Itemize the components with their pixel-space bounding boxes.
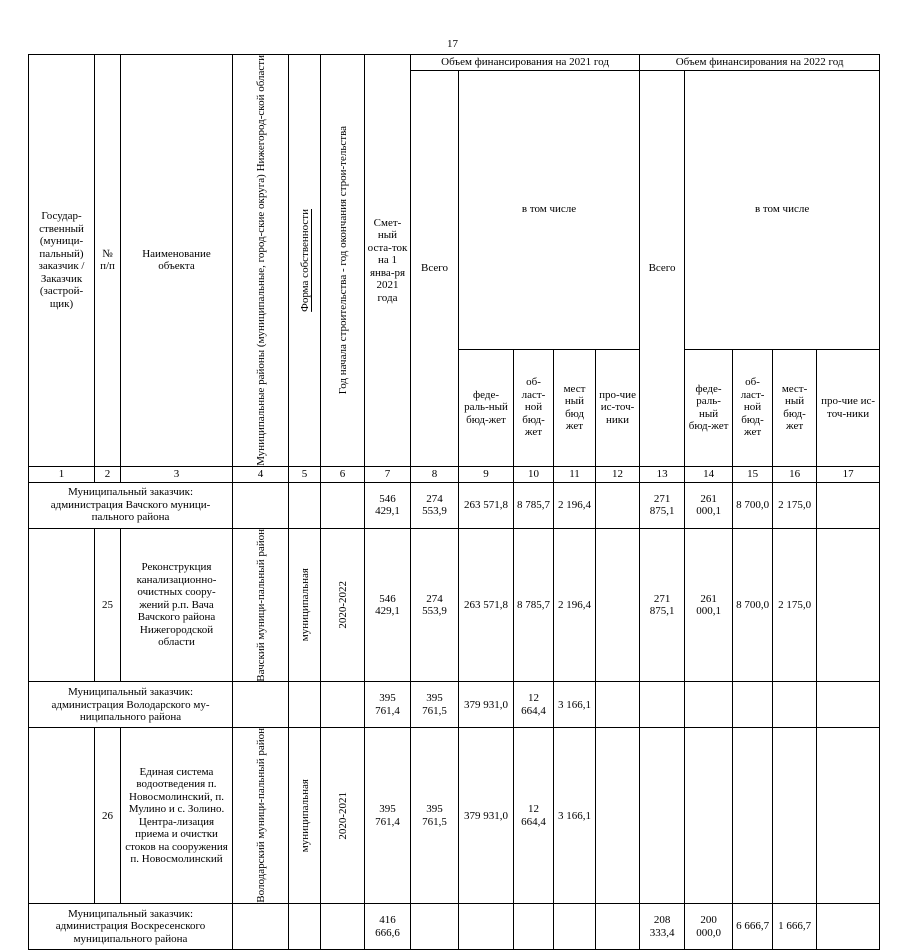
header-customer: Государ-ственный (муници-пальный) заказчик / Заказчик (застрой-щик): [29, 55, 95, 467]
total-2021-value: 274 553,9: [411, 482, 459, 528]
col-number: 16: [773, 466, 817, 482]
col-number: 7: [365, 466, 411, 482]
object-row: [29, 728, 880, 904]
regional-2021-value: 12 664,4: [514, 728, 554, 904]
customer-row: [29, 682, 880, 728]
total-2021-value: 274 553,9: [411, 528, 459, 682]
regional-2022-value: [733, 728, 773, 904]
local-2021-value: 2 196,4: [554, 482, 596, 528]
object-years: 2020-2022: [321, 528, 365, 682]
federal-2022-value: 261 000,1: [685, 482, 733, 528]
federal-2021-value: 263 571,8: [459, 482, 514, 528]
customer-name: Муниципальный заказчик: администрация Володарского му-ниципального района: [29, 682, 233, 728]
other-2022-value: [817, 728, 880, 904]
header-ownership: Форма собственности: [289, 55, 321, 467]
other-2022-value: [817, 528, 880, 682]
local-2022-value: 1 666,7: [773, 904, 817, 950]
header-other-2021: про-чие ис-точ-ники: [596, 349, 640, 466]
regional-2022-value: 6 666,7: [733, 904, 773, 950]
estimate-value: 546 429,1: [365, 482, 411, 528]
header-object: Наименование объекта: [121, 55, 233, 467]
other-2021-value: [596, 528, 640, 682]
header-districts: Муниципальные районы (муниципальные, город-ские округа) Нижегород-ской области: [233, 55, 289, 467]
other-2022-value: [817, 482, 880, 528]
object-years: 2020-2021: [321, 728, 365, 904]
object-number: 25: [95, 528, 121, 682]
object-ownership: муниципальная: [289, 728, 321, 904]
regional-2021-value: [514, 904, 554, 950]
regional-2022-value: [733, 682, 773, 728]
col-number: 6: [321, 466, 365, 482]
header-incl-2021: в том числе: [459, 70, 640, 349]
federal-2022-value: [685, 728, 733, 904]
object-ownership: муниципальная: [289, 528, 321, 682]
other-2021-value: [596, 482, 640, 528]
col-number: 11: [554, 466, 596, 482]
header-federal-2021: феде-раль-ный бюд-жет: [459, 349, 514, 466]
other-2021-value: [596, 728, 640, 904]
federal-2021-value: 379 931,0: [459, 728, 514, 904]
other-2021-value: [596, 682, 640, 728]
col-number: 12: [596, 466, 640, 482]
object-name: Реконструкция канализационно-очистных соору-жений р.п. Вача Вачского района Нижегородской области: [121, 528, 233, 682]
total-2022-value: 271 875,1: [640, 528, 685, 682]
col-number: 2: [95, 466, 121, 482]
regional-2021-value: 12 664,4: [514, 682, 554, 728]
header-total-2021: Всего: [411, 70, 459, 466]
column-numbers-row: [29, 466, 880, 482]
header-total-2022: Всего: [640, 70, 685, 466]
header-regional-2021: об-ласт-ной бюд-жет: [514, 349, 554, 466]
local-2022-value: 2 175,0: [773, 528, 817, 682]
col-number: 9: [459, 466, 514, 482]
object-name: Единая система водоотведения п. Новосмолинский, п. Мулино и с. Золино. Центра-лизация приема и очистки стоков на сооружения п. Новосмолинский: [121, 728, 233, 904]
object-row: [29, 528, 880, 682]
other-2021-value: [596, 904, 640, 950]
total-2022-value: [640, 682, 685, 728]
customer-name: Муниципальный заказчик: администрация Воскресенского муниципального района: [29, 904, 233, 950]
local-2022-value: 2 175,0: [773, 482, 817, 528]
estimate-value: 395 761,4: [365, 728, 411, 904]
local-2021-value: 3 166,1: [554, 682, 596, 728]
object-district: Володарский муници-пальный район: [233, 728, 289, 904]
estimate-value: 546 429,1: [365, 528, 411, 682]
federal-2021-value: [459, 904, 514, 950]
federal-2022-value: [685, 682, 733, 728]
federal-2022-value: 261 000,1: [685, 528, 733, 682]
local-2022-value: [773, 682, 817, 728]
other-2022-value: [817, 904, 880, 950]
federal-2022-value: 200 000,0: [685, 904, 733, 950]
header-federal-2022: феде-раль-ный бюд-жет: [685, 349, 733, 466]
col-number: 1: [29, 466, 95, 482]
header-regional-2022: об-ласт-ной бюд-жет: [733, 349, 773, 466]
header-incl-2022: в том числе: [685, 70, 880, 349]
local-2022-value: [773, 728, 817, 904]
total-2022-value: [640, 728, 685, 904]
col-number: 14: [685, 466, 733, 482]
total-2021-value: 395 761,5: [411, 728, 459, 904]
header-years: Год начала строительства - год окончания строи-тельства: [321, 55, 365, 467]
header-fin-2022: Объем финансирования на 2022 год: [640, 55, 880, 71]
col-number: 10: [514, 466, 554, 482]
total-2021-value: 395 761,5: [411, 682, 459, 728]
federal-2021-value: 379 931,0: [459, 682, 514, 728]
col-number: 4: [233, 466, 289, 482]
local-2021-value: 2 196,4: [554, 528, 596, 682]
regional-2021-value: 8 785,7: [514, 482, 554, 528]
other-2022-value: [817, 682, 880, 728]
total-2021-value: [411, 904, 459, 950]
federal-2021-value: 263 571,8: [459, 528, 514, 682]
total-2022-value: 208 333,4: [640, 904, 685, 950]
object-district: Вачский муници-пальный район: [233, 528, 289, 682]
col-number: 13: [640, 466, 685, 482]
header-local-2021: мест ный бюд жет: [554, 349, 596, 466]
header-num: № п/п: [95, 55, 121, 467]
header-local-2022: мест-ный бюд-жет: [773, 349, 817, 466]
object-number: 26: [95, 728, 121, 904]
regional-2021-value: 8 785,7: [514, 528, 554, 682]
header-fin-2021: Объем финансирования на 2021 год: [411, 55, 640, 71]
col-number: 8: [411, 466, 459, 482]
customer-name: Муниципальный заказчик: администрация Вачского муници-пального района: [29, 482, 233, 528]
estimate-value: 416 666,6: [365, 904, 411, 950]
financing-table: [28, 54, 880, 950]
estimate-value: 395 761,4: [365, 682, 411, 728]
header-estimate: Смет-ный оста-ток на 1 янва-ря 2021 года: [365, 55, 411, 467]
col-number: 3: [121, 466, 233, 482]
col-number: 15: [733, 466, 773, 482]
customer-row: [29, 482, 880, 528]
col-number: 17: [817, 466, 880, 482]
regional-2022-value: 8 700,0: [733, 482, 773, 528]
page-number: 17: [447, 38, 458, 50]
local-2021-value: 3 166,1: [554, 728, 596, 904]
header-other-2022: про-чие ис-точ-ники: [817, 349, 880, 466]
col-number: 5: [289, 466, 321, 482]
local-2021-value: [554, 904, 596, 950]
total-2022-value: 271 875,1: [640, 482, 685, 528]
customer-row: [29, 904, 880, 950]
regional-2022-value: 8 700,0: [733, 528, 773, 682]
